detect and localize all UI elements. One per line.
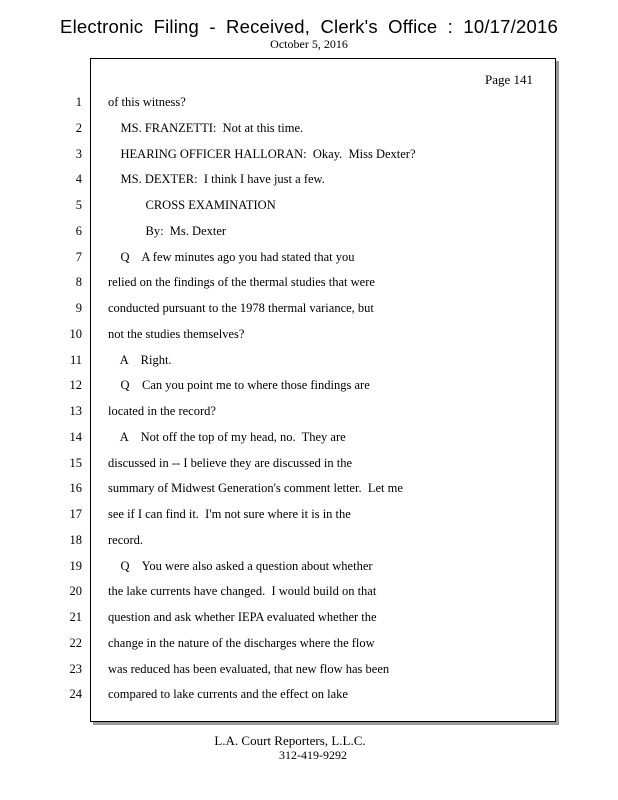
- line-text: relied on the findings of the thermal studies that were: [108, 275, 375, 290]
- line-text: Q Can you point me to where those findings are: [108, 378, 370, 393]
- transcript-line: [0, 193, 618, 219]
- line-text: of this witness?: [108, 95, 186, 109]
- transcript-line: [0, 425, 618, 451]
- line-text: not the studies themselves?: [108, 326, 245, 341]
- transcript-line: [0, 296, 618, 322]
- line-number: 23: [69, 661, 82, 676]
- line-number: 12: [69, 378, 82, 393]
- line-number: 5: [75, 198, 82, 212]
- line-number: 8: [75, 275, 82, 290]
- line-text: record.: [108, 532, 144, 547]
- transcript-line: [0, 219, 618, 245]
- line-text: was reduced has been evaluated, that new flow has been: [108, 661, 390, 676]
- transcript-line: [0, 399, 618, 425]
- transcript-line: [0, 270, 618, 296]
- filing-stamp-header: Electronic Filing - Received, Clerk's Office : 10/17/2016: [60, 16, 558, 37]
- line-text: discussed in -- I believe they are discussed in the: [108, 455, 353, 470]
- transcript-line: [0, 245, 618, 271]
- line-text: compared to lake currents and the effect on lake: [108, 687, 348, 702]
- transcript-line: [0, 373, 618, 399]
- line-number: 15: [69, 455, 82, 470]
- transcript-line: [0, 167, 618, 193]
- line-number: 18: [69, 532, 82, 547]
- court-reporter-phone: 312-419-9292: [279, 748, 347, 762]
- transcript-line: [0, 476, 618, 502]
- page-number: Page 141: [484, 72, 533, 87]
- line-number: 1: [75, 95, 82, 109]
- line-text: Q A few minutes ago you had stated that you: [108, 249, 355, 264]
- transcript-line: [0, 142, 618, 168]
- transcript-line: [0, 348, 618, 374]
- transcript-line: [0, 528, 618, 554]
- line-text: By: Ms. Dexter: [108, 223, 227, 238]
- line-number: 10: [69, 326, 82, 341]
- transcript-line: [0, 90, 618, 116]
- transcript-lines: [0, 90, 618, 708]
- transcript-line: [0, 631, 618, 657]
- transcript-line: [0, 657, 618, 683]
- line-number: 21: [69, 610, 82, 624]
- line-number: 19: [69, 558, 82, 573]
- line-text: see if I can find it. I'm not sure where it is in the: [108, 507, 351, 521]
- line-number: 17: [69, 507, 82, 521]
- line-text: Q You were also asked a question about whether: [108, 558, 373, 573]
- line-text: summary of Midwest Generation's comment letter. Let me: [108, 481, 403, 496]
- transcript-line: [0, 554, 618, 580]
- line-number: 13: [69, 404, 82, 418]
- line-number: 7: [75, 249, 82, 264]
- line-text: MS. FRANZETTI: Not at this time.: [108, 120, 304, 135]
- line-text: change in the nature of the discharges where the flow: [108, 635, 375, 650]
- document-date: October 5, 2016: [270, 37, 348, 51]
- line-text: conducted pursuant to the 1978 thermal variance, but: [108, 301, 374, 315]
- transcript-line: [0, 322, 618, 348]
- line-number: 14: [69, 429, 82, 444]
- line-number: 20: [69, 584, 82, 599]
- line-number: 4: [75, 172, 82, 187]
- line-text: question and ask whether IEPA evaluated whether the: [108, 610, 377, 624]
- line-number: 11: [69, 352, 82, 367]
- transcript-line: [0, 502, 618, 528]
- line-text: MS. DEXTER: I think I have just a few.: [108, 172, 325, 187]
- court-reporter-name: L.A. Court Reporters, L.L.C.: [214, 733, 366, 748]
- line-text: A Right.: [108, 352, 172, 367]
- transcript-line: [0, 605, 618, 631]
- line-number: 16: [69, 481, 82, 496]
- transcript-line: [0, 579, 618, 605]
- line-text: the lake currents have changed. I would build on that: [108, 584, 377, 599]
- line-number: 3: [75, 146, 82, 161]
- transcript-line: [0, 451, 618, 477]
- transcript-line: [0, 682, 618, 708]
- line-text: located in the record?: [108, 404, 216, 418]
- line-number: 9: [75, 301, 82, 315]
- line-number: 22: [69, 635, 82, 650]
- line-number: 6: [75, 223, 82, 238]
- line-number: 24: [69, 687, 82, 702]
- line-text: CROSS EXAMINATION: [108, 198, 276, 212]
- line-text: HEARING OFFICER HALLORAN: Okay. Miss Dexter?: [108, 146, 416, 161]
- line-number: 2: [75, 120, 82, 135]
- line-text: A Not off the top of my head, no. They are: [108, 429, 346, 444]
- transcript-line: [0, 116, 618, 142]
